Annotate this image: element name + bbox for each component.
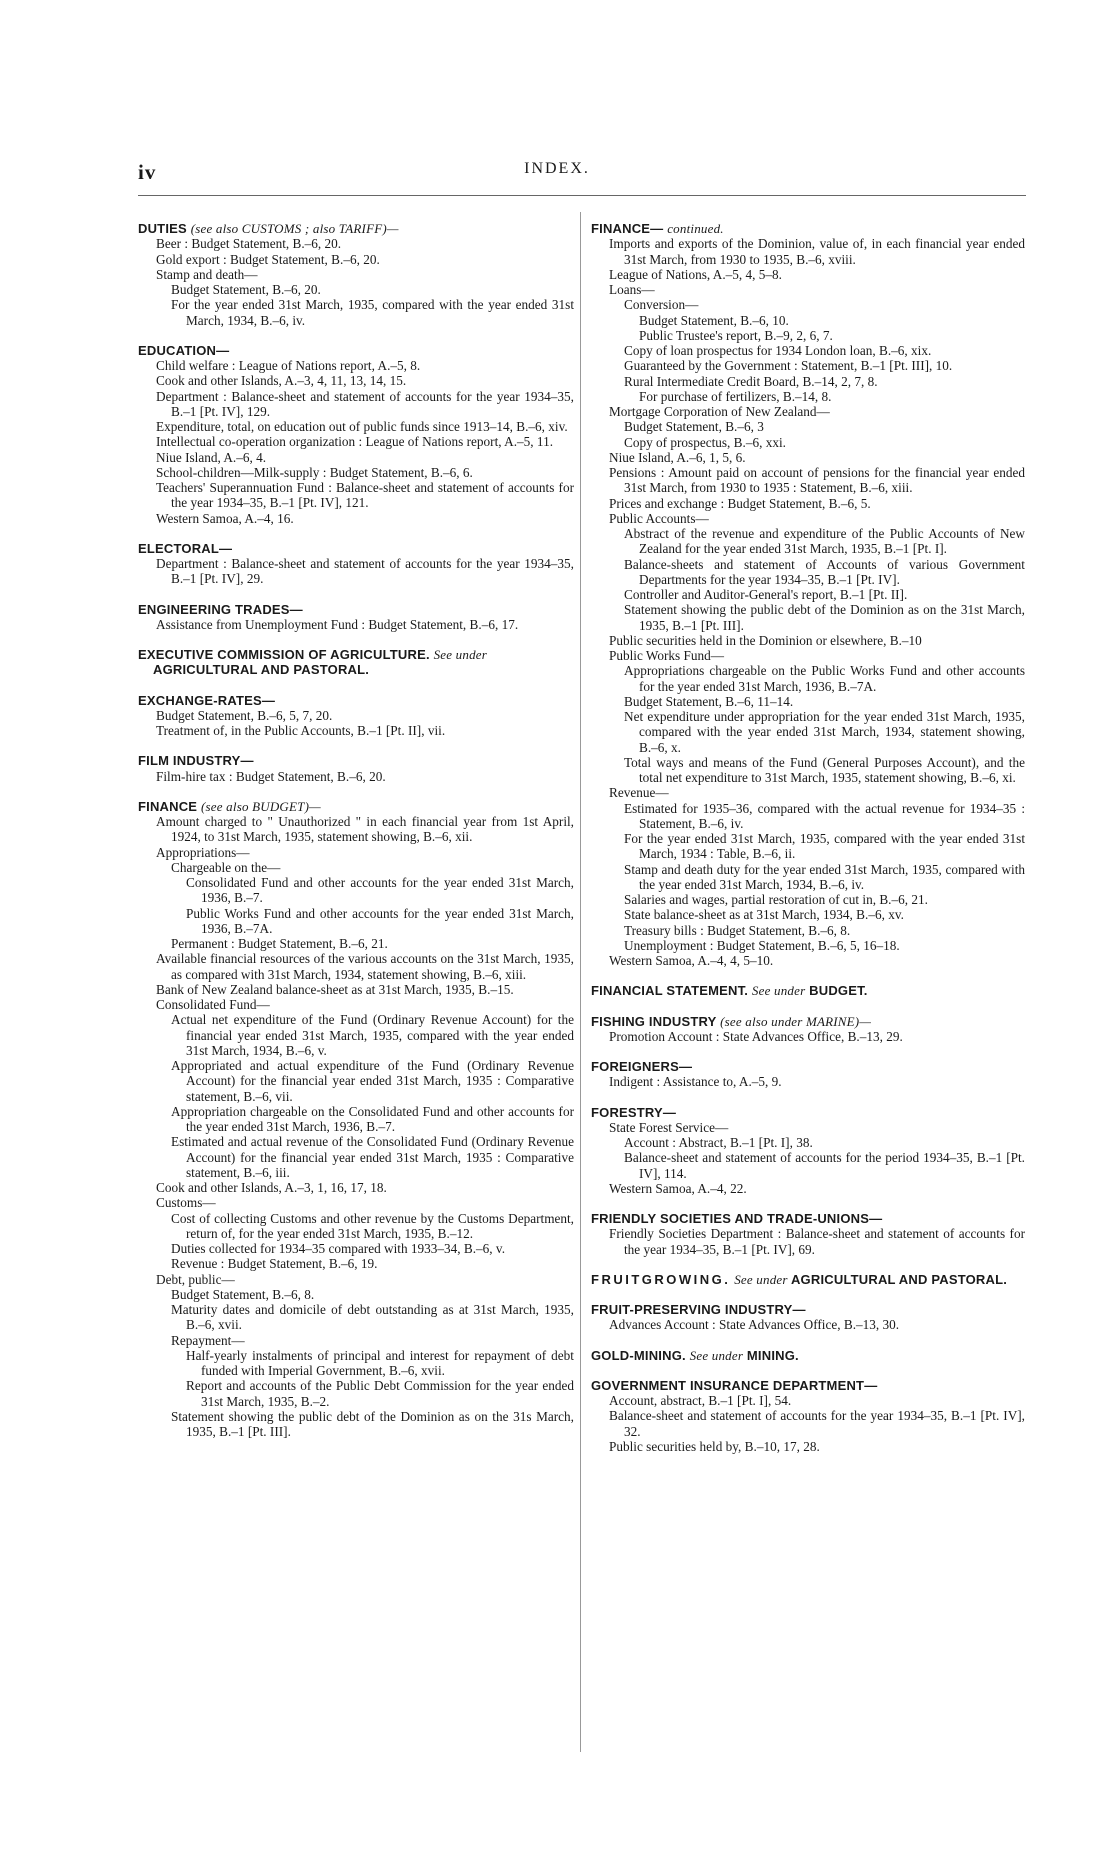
entry-subheading: Appropriation chargeable on the Consolidated Fund and other accounts for the year ended 31st March, 1936, B.–7. [171, 1103, 574, 1134]
entry-subheading: Promotion Account : State Advances Office, B.–13, 29. [609, 1028, 903, 1044]
entry-subheading: Public Accounts— [609, 510, 709, 526]
entry-see-target: AGRICULTURAL AND PASTORAL. [790, 1271, 1008, 1287]
entry-subheading: Pensions : Amount paid on account of pensions for the financial year ended 31st March, from 1930 to 1935 : Statement, B.–6, xiii. [609, 465, 1025, 496]
entry-see-target: AGRICULTURAL AND PASTORAL. [153, 662, 370, 678]
entry-see-target: BUDGET. [809, 983, 868, 999]
index-entry [591, 983, 1025, 998]
entry-subheading: Mortgage Corporation of New Zealand— [609, 404, 830, 419]
entry-heading-text: ENGINEERING TRADES— [138, 601, 303, 617]
entry-subheading: Permanent : Budget Statement, B.–6, 21. [171, 936, 388, 951]
entry-heading-text: EDUCATION— [138, 342, 230, 358]
entry-subheading: Western Samoa, A.–4, 16. [156, 510, 294, 526]
entry-subheading: Niue Island, A.–6, 4. [156, 449, 267, 465]
entry-subheading: Western Samoa, A.–4, 22. [609, 1180, 747, 1196]
entry-see-reference: See under [751, 983, 806, 999]
entry-heading-text: EXECUTIVE COMMISSION OF AGRICULTURE. [138, 647, 430, 662]
entry-heading [138, 541, 574, 556]
index-entry [138, 693, 574, 739]
entry-subheading: Amount charged to " Unauthorized " in each financial year from 1st April, 1924, to 31st March, 1935, statement showing, B.–6, xii. [156, 814, 574, 845]
entry-subheading: State balance-sheet as at 31st March, 1934, B.–6, xv. [624, 907, 904, 923]
entry-heading-text: FORESTRY— [591, 1104, 677, 1120]
entry-subheading: Treatment of, in the Public Accounts, B.–1 [Pt. II], vii. [156, 723, 446, 738]
entry-subheading: Customs— [156, 1195, 216, 1211]
entry-heading [591, 1378, 1025, 1393]
entry-subheading: Duties collected for 1934–35 compared with 1933–34, B.–6, v. [171, 1241, 506, 1256]
entry-subheading: Account, abstract, B.–1 [Pt. I], 54. [609, 1393, 792, 1408]
entry-subheading: Consolidated Fund— [156, 997, 270, 1012]
index-entry [138, 753, 574, 784]
entry-subheading: Department : Balance-sheet and statement of accounts for the year 1934–35, B.–1 [Pt. IV], 129. [156, 388, 574, 419]
entry-subheading: Available financial resources of the various accounts on the 31st March, 1935, as compared with 31st March, 1934, statement showing, B.–6, xiii. [156, 951, 574, 982]
entry-heading-text: FRUIT-PRESERVING INDUSTRY— [591, 1302, 806, 1317]
entry-see-reference: See under [433, 647, 487, 662]
entry-subheading: Friendly Societies Department : Balance-sheet and statement of accounts for the year 1934–35, B.–1 [Pt. IV], 69. [609, 1226, 1025, 1257]
entry-subheading: Cost of collecting Customs and other revenue by the Customs Department, return of, for the year ended 31st March, 1935, B.–12. [171, 1210, 574, 1241]
entry-subheading: League of Nations, A.–5, 4, 5–8. [609, 266, 782, 282]
entry-subheading: Public Works Fund and other accounts for the year ended 31st March, 1936, B.–7A. [186, 905, 574, 936]
entry-subheading: Maturity dates and domicile of debt outstanding as at 31st March, 1935, B.–6, xvii. [171, 1302, 574, 1333]
entry-subheading: Budget Statement, B.–6, 11–14. [624, 693, 794, 709]
entry-subheading: Cook and other Islands, A.–3, 1, 16, 17, 18. [156, 1180, 387, 1195]
entry-heading [591, 1014, 1025, 1029]
entry-see-reference: See under [734, 1271, 788, 1287]
header-rule [138, 195, 1026, 196]
entry-subheading: Guaranteed by the Government : Statement, B.–1 [Pt. III], 10. [624, 358, 953, 374]
entry-heading-text: FOREIGNERS— [591, 1059, 693, 1074]
entry-subheading: Conversion— [624, 297, 699, 313]
entry-subheading: For purchase of fertilizers, B.–14, 8. [639, 388, 832, 404]
index-entry [138, 541, 574, 587]
entry-subheading: For the year ended 31st March, 1935, compared with the year ended 31st March, 1934, B.–6, iv. [171, 297, 574, 328]
index-entry [138, 647, 574, 678]
entry-subheading: Stamp and death— [156, 266, 258, 282]
index-entry [591, 1105, 1025, 1197]
index-entry [591, 1302, 1025, 1333]
entry-subheading: Assistance from Unemployment Fund : Budget Statement, B.–6, 17. [156, 616, 519, 632]
entry-subheading: Imports and exports of the Dominion, value of, in each financial year ended 31st March, from 1930 to 1935, B.–6, xviii. [609, 236, 1025, 267]
entry-heading [138, 753, 574, 768]
entry-subheading: Department : Balance-sheet and statement of accounts for the year 1934–35, B.–1 [Pt. IV], 29. [156, 556, 574, 587]
entry-heading [591, 983, 1025, 998]
index-entry [591, 221, 1025, 968]
entry-subheading: Account : Abstract, B.–1 [Pt. I], 38. [624, 1135, 813, 1150]
entry-subheading: Copy of loan prospectus for 1934 London loan, B.–6, xix. [624, 343, 932, 358]
entry-subheading: Film-hire tax : Budget Statement, B.–6, 20. [156, 768, 386, 784]
entry-heading-text: FISHING INDUSTRY [591, 1013, 717, 1029]
entry-see-reference: (see also BUDGET)— [201, 798, 321, 814]
entry-subheading: Estimated and actual revenue of the Consolidated Fund (Ordinary Revenue Account) for the financial year ended 31st March, 1935 : Comparative statement, B.–6, iii. [171, 1134, 574, 1180]
entry-heading-text: FINANCIAL STATEMENT. [591, 983, 749, 999]
entry-heading-text: GOLD-MINING. [591, 1347, 686, 1363]
entry-subheading: Rural Intermediate Credit Board, B.–14, 2, 7, 8. [624, 373, 878, 389]
entry-subheading: Gold export : Budget Statement, B.–6, 20. [156, 251, 380, 267]
entry-subheading: Estimated for 1935–36, compared with the actual revenue for 1934–35 : Statement, B.–6, iv. [624, 800, 1025, 831]
index-entry [591, 1272, 1025, 1287]
entry-subheading: School-children—Milk-supply : Budget Statement, B.–6, 6. [156, 464, 473, 480]
entry-heading [591, 1302, 1025, 1317]
entry-subheading: Budget Statement, B.–6, 5, 7, 20. [156, 707, 333, 723]
entry-subheading: Advances Account : State Advances Office, B.–13, 30. [609, 1317, 900, 1333]
entry-subheading: Consolidated Fund and other accounts for the year ended 31st March, 1936, B.–7. [186, 875, 574, 906]
right-column [591, 221, 1025, 1469]
entry-subheading: Cook and other Islands, A.–3, 4, 11, 13, 14, 15. [156, 373, 407, 389]
index-entry [591, 1059, 1025, 1090]
entry-heading-text: FRIENDLY SOCIETIES AND TRADE-UNIONS— [591, 1211, 883, 1226]
entry-subheading: Public securities held in the Dominion or elsewhere, B.–10 [609, 632, 922, 648]
index-entry [591, 1348, 1025, 1363]
index-entry [591, 1014, 1025, 1045]
entry-subheading: Half-yearly instalments of principal and interest for repayment of debt funded with Imperial Government, B.–6, xvii. [186, 1347, 574, 1378]
index-entry [138, 799, 574, 1440]
entry-subheading: Public Trustee's report, B.–9, 2, 6, 7. [639, 327, 833, 343]
entry-subheading: Appropriated and actual expenditure of the Fund (Ordinary Revenue Account) for the financial year ended 31st March, 1935 : Comparative statement, B.–6, vii. [171, 1058, 574, 1104]
entry-heading [138, 602, 574, 617]
entry-subheading: Budget Statement, B.–6, 10. [639, 312, 789, 328]
entry-subheading: Repayment— [171, 1332, 245, 1348]
entry-see-reference: (see also under MARINE)— [720, 1013, 872, 1029]
entry-heading-text: FINANCE [138, 798, 198, 814]
entry-heading [138, 693, 574, 708]
entry-subheading: Balance-sheet and statement of accounts for the year 1934–35, B.–1 [Pt. IV], 32. [609, 1408, 1025, 1439]
entry-heading-text: FINANCE— [591, 221, 664, 236]
entry-subheading: Statement showing the public debt of the Dominion as on the 31st March, 1935, B.–1 [Pt. III]. [624, 602, 1025, 633]
page-title: INDEX. [524, 160, 590, 177]
entry-subheading: Public securities held by, B.–10, 17, 28. [609, 1438, 820, 1454]
entry-subheading: Revenue— [609, 785, 669, 801]
entry-heading-text: EXCHANGE-RATES— [138, 692, 276, 708]
page-number: iv [138, 160, 157, 184]
entry-subheading: Treasury bills : Budget Statement, B.–6, 8. [624, 922, 851, 938]
entry-heading [591, 1211, 1025, 1226]
entry-see-reference: See under [689, 1347, 744, 1363]
entry-subheading: Indigent : Assistance to, A.–5, 9. [609, 1074, 782, 1090]
entry-subheading: Revenue : Budget Statement, B.–6, 19. [171, 1256, 378, 1272]
entry-subheading: Abstract of the revenue and expenditure of the Public Accounts of New Zealand for the year ended 31st March, 1935, B.–1 [Pt. I]. [624, 526, 1025, 557]
entry-subheading: Report and accounts of the Public Debt Commission for the year ended 31st March, 1935, B.–2. [186, 1378, 574, 1409]
entry-subheading: Copy of prospectus, B.–6, xxi. [624, 434, 786, 450]
entry-subheading: Loans— [609, 282, 655, 297]
entry-see-reference: continued. [667, 221, 724, 236]
entry-subheading: Controller and Auditor-General's report, B.–1 [Pt. II]. [624, 587, 908, 602]
entry-subheading: Debt, public— [156, 1271, 235, 1287]
entry-subheading: Bank of New Zealand balance-sheet as at 31st March, 1935, B.–15. [156, 981, 514, 997]
entry-subheading: State Forest Service— [609, 1119, 729, 1135]
entry-subheading: Stamp and death duty for the year ended 31st March, 1935, compared with the year ended 31st March, 1934, B.–6, iv. [624, 861, 1025, 892]
entry-heading [138, 799, 574, 814]
entry-subheading: Public Works Fund— [609, 648, 725, 663]
entry-see-target: MINING. [746, 1347, 799, 1363]
entry-subheading: Balance-sheet and statement of accounts for the period 1934–35, B.–1 [Pt. IV], 114. [624, 1150, 1025, 1181]
entry-subheading: Intellectual co-operation organization : League of Nations report, A.–5, 11. [156, 434, 554, 450]
index-entry [591, 1378, 1025, 1454]
entry-subheading: Unemployment : Budget Statement, B.–6, 5, 16–18. [624, 937, 900, 953]
index-entry [138, 602, 574, 633]
entry-subheading: Western Samoa, A.–4, 4, 5–10. [609, 953, 774, 968]
entry-subheading: Teachers' Superannuation Fund : Balance-sheet and statement of accounts for the year 1934–35, B.–1 [Pt. IV], 121. [156, 480, 574, 511]
column-divider [580, 212, 581, 1752]
index-entry [138, 221, 574, 328]
entry-heading [591, 1105, 1025, 1120]
entry-heading-text: FRUITGROWING. [591, 1271, 731, 1287]
entry-subheading: Chargeable on the— [171, 859, 281, 875]
entry-subheading: Budget Statement, B.–6, 8. [171, 1286, 315, 1302]
entry-heading [591, 221, 1025, 236]
entry-subheading: Expenditure, total, on education out of public funds since 1913–14, B.–6, xiv. [156, 419, 568, 434]
entry-subheading: Child welfare : League of Nations report, A.–5, 8. [156, 358, 421, 373]
entry-subheading: Prices and exchange : Budget Statement, B.–6, 5. [609, 495, 871, 511]
entry-heading [138, 221, 574, 236]
entry-heading-text: FILM INDUSTRY— [138, 753, 254, 769]
left-column [138, 221, 574, 1454]
index-entry [591, 1211, 1025, 1257]
entry-subheading: Budget Statement, B.–6, 20. [171, 282, 321, 297]
entry-heading [591, 1059, 1025, 1074]
entry-subheading: Appropriations— [156, 844, 250, 860]
entry-heading-text: DUTIES [138, 221, 187, 236]
entry-subheading: Net expenditure under appropriation for the year ended 31st March, 1935, compared with the year ended 31st March, 1934, statement showing, B.–6, x. [624, 709, 1025, 755]
entry-subheading: Balance-sheets and statement of Accounts of various Government Departments for the year 1934–35, B.–1 [Pt. IV]. [624, 556, 1025, 587]
entry-subheading: Appropriations chargeable on the Public Works Fund and other accounts for the year ended 31st March, 1936, B.–7A. [624, 663, 1025, 694]
entry-subheading: Beer : Budget Statement, B.–6, 20. [156, 236, 342, 252]
entry-subheading: Actual net expenditure of the Fund (Ordinary Revenue Account) for the financial year ended 31st March, 1935, compared with the year ended 31st March, 1934, B.–6, v. [171, 1012, 574, 1058]
entry-subheading: Salaries and wages, partial restoration of cut in, B.–6, 21. [624, 892, 928, 907]
entry-subheading: Budget Statement, B.–6, 3 [624, 419, 764, 435]
entry-heading [591, 1348, 1025, 1363]
entry-see-reference: (see also CUSTOMS ; also TARIFF)— [190, 221, 399, 236]
index-entry [138, 343, 574, 526]
entry-subheading: For the year ended 31st March, 1935, compared with the year ended 31st March, 1934 : Table, B.–6, ii. [624, 831, 1025, 862]
entry-subheading: Niue Island, A.–6, 1, 5, 6. [609, 449, 746, 465]
entry-subheading: Statement showing the public debt of the Dominion as on the 31s March, 1935, B.–1 [Pt. III]. [171, 1408, 574, 1439]
entry-heading [591, 1272, 1025, 1287]
entry-heading [138, 647, 574, 678]
entry-heading-text: ELECTORAL— [138, 540, 233, 556]
entry-subheading: Total ways and means of the Fund (General Purposes Account), and the total net expenditure to 31st March, 1935, statement showing, B.–6, xi. [624, 754, 1025, 785]
entry-heading-text: GOVERNMENT INSURANCE DEPARTMENT— [591, 1377, 878, 1393]
entry-heading [138, 343, 574, 358]
